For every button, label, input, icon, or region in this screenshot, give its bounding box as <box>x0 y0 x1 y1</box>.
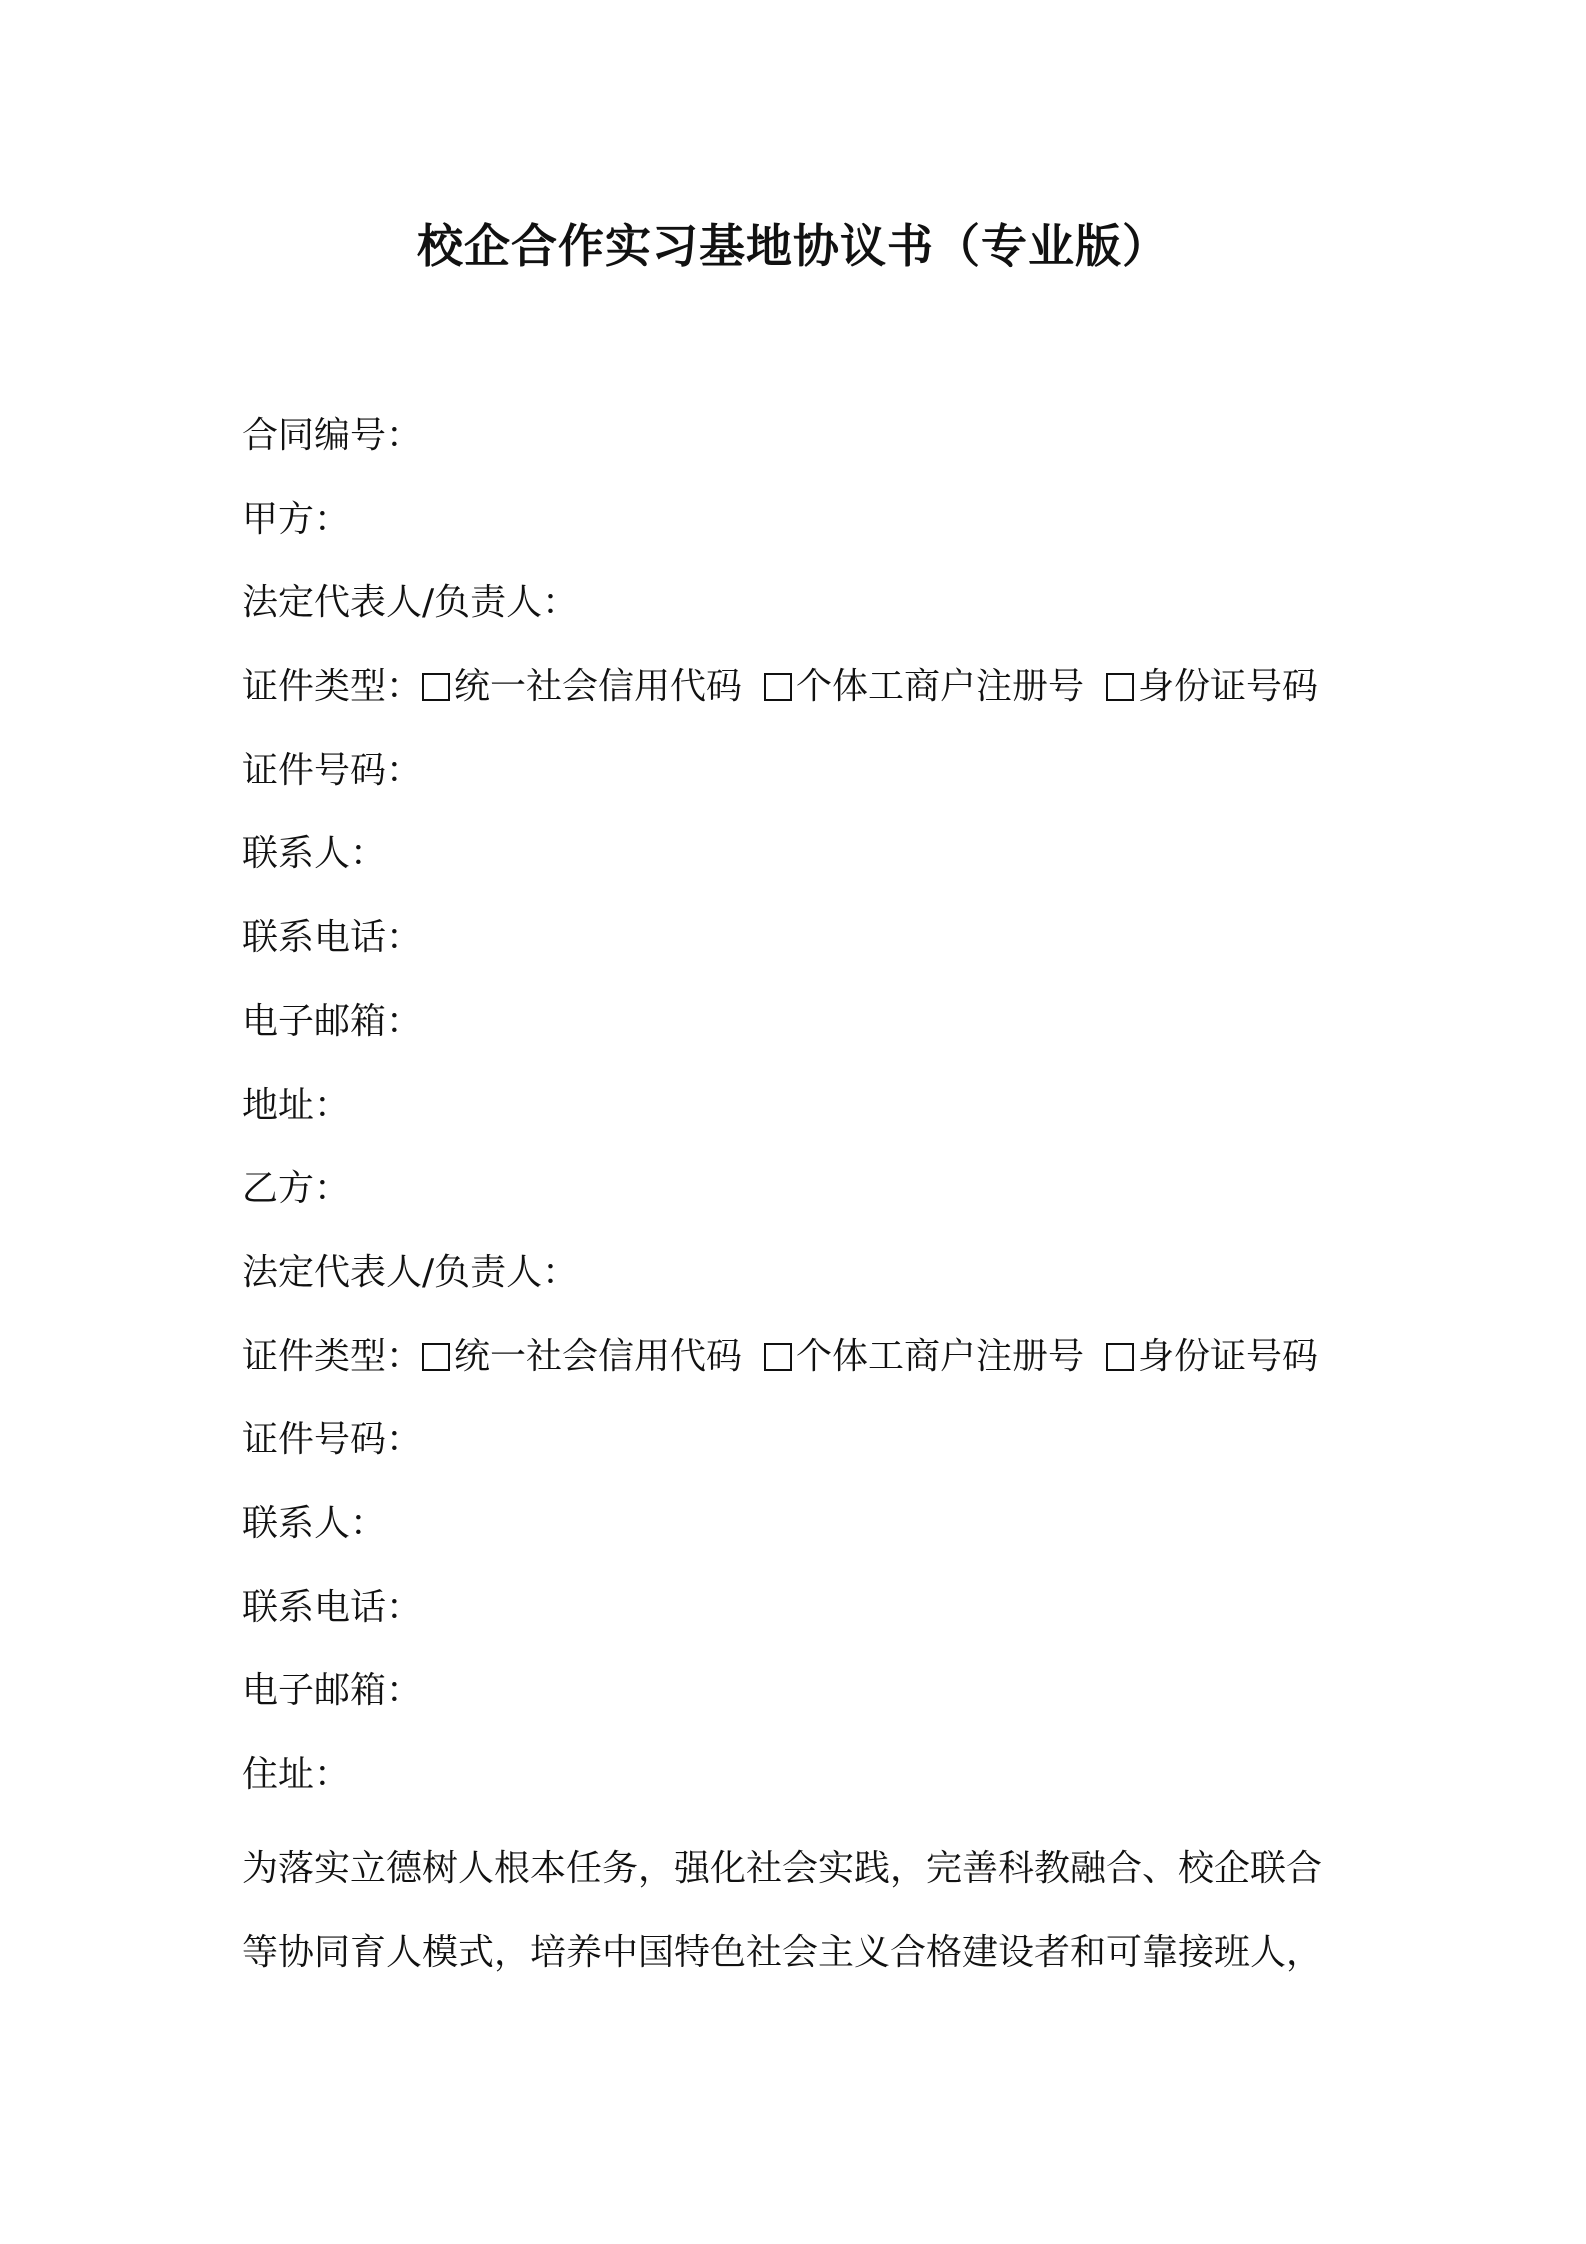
party-a-legal-rep-field <box>242 571 1362 655</box>
party-b-cert-number-label: 证件号码： <box>242 1419 423 1461</box>
party-b-field <box>242 1157 1362 1241</box>
party-a-legal-rep-label: 法定代表人/负责人： <box>242 582 579 624</box>
party-a-phone-field <box>242 906 1362 990</box>
party-b-cert-type-field <box>242 1325 1362 1409</box>
checkbox-icon[interactable] <box>1106 1343 1134 1371</box>
party-a-phone-label: 联系电话： <box>242 917 423 959</box>
party-b-address-label: 住址： <box>242 1754 351 1795</box>
document-title: 校企合作实习基地协议书（专业版） <box>417 219 1169 273</box>
party-b-email-label: 电子邮箱： <box>242 1670 423 1712</box>
party-b-label: 乙方： <box>242 1168 351 1210</box>
party-a-label: 甲方： <box>242 498 351 540</box>
party-a-cert-number-field <box>242 739 1362 823</box>
party-a-address-field <box>242 1074 1362 1158</box>
party-info-section <box>242 404 1362 1827</box>
cert-option-label: 统一社会信用代码 <box>454 1335 743 1377</box>
checkbox-icon[interactable] <box>422 673 450 701</box>
party-a-cert-type-label: 证件类型： <box>242 666 423 708</box>
party-a-contact-field <box>242 822 1362 906</box>
party-a-cert-number-label: 证件号码： <box>242 749 423 791</box>
party-b-cert-number-field <box>242 1408 1362 1492</box>
party-a-cert-option-business-reg[interactable] <box>764 655 1084 719</box>
party-a-address-label: 地址： <box>242 1084 351 1126</box>
party-a-email-field <box>242 990 1362 1074</box>
cert-option-label: 身份证号码 <box>1138 666 1319 708</box>
party-b-email-field <box>242 1659 1362 1743</box>
cert-option-label: 身份证号码 <box>1138 1335 1319 1377</box>
checkbox-icon[interactable] <box>764 673 792 701</box>
contract-number-field <box>242 404 1362 488</box>
party-b-phone-label: 联系电话： <box>242 1586 423 1628</box>
party-a-email-label: 电子邮箱： <box>242 1000 423 1042</box>
party-a-cert-option-id-card[interactable] <box>1106 655 1318 719</box>
party-a-cert-type-field <box>242 655 1362 739</box>
party-b-legal-rep-field <box>242 1241 1362 1325</box>
party-b-cert-type-label: 证件类型： <box>242 1335 423 1377</box>
party-b-contact-field <box>242 1492 1362 1576</box>
preamble-line: 等协同育人模式，培养中国特色社会主义合格建设者和可靠接班人， <box>242 1931 1323 1973</box>
agreement-preamble <box>242 1827 1362 1994</box>
cert-option-label: 统一社会信用代码 <box>454 666 743 708</box>
cert-option-label: 个体工商户注册号 <box>796 1335 1085 1377</box>
party-b-cert-option-id-card[interactable] <box>1106 1325 1318 1389</box>
checkbox-icon[interactable] <box>764 1343 792 1371</box>
party-b-legal-rep-label: 法定代表人/负责人： <box>242 1251 579 1293</box>
checkbox-icon[interactable] <box>422 1343 450 1371</box>
checkbox-icon[interactable] <box>1106 673 1134 701</box>
party-b-phone-field <box>242 1576 1362 1660</box>
party-b-address-field <box>242 1743 1362 1827</box>
contract-number-label: 合同编号： <box>242 415 423 456</box>
party-b-contact-label: 联系人： <box>242 1502 387 1544</box>
party-a-cert-option-credit-code[interactable] <box>422 655 742 719</box>
party-a-field <box>242 488 1362 572</box>
preamble-line: 为落实立德树人根本任务，强化社会实践，完善科教融合、校企联合 <box>242 1848 1323 1889</box>
party-b-cert-option-business-reg[interactable] <box>764 1325 1084 1389</box>
cert-option-label: 个体工商户注册号 <box>796 666 1085 708</box>
party-b-cert-option-credit-code[interactable] <box>422 1325 742 1389</box>
party-a-contact-label: 联系人： <box>242 833 387 875</box>
